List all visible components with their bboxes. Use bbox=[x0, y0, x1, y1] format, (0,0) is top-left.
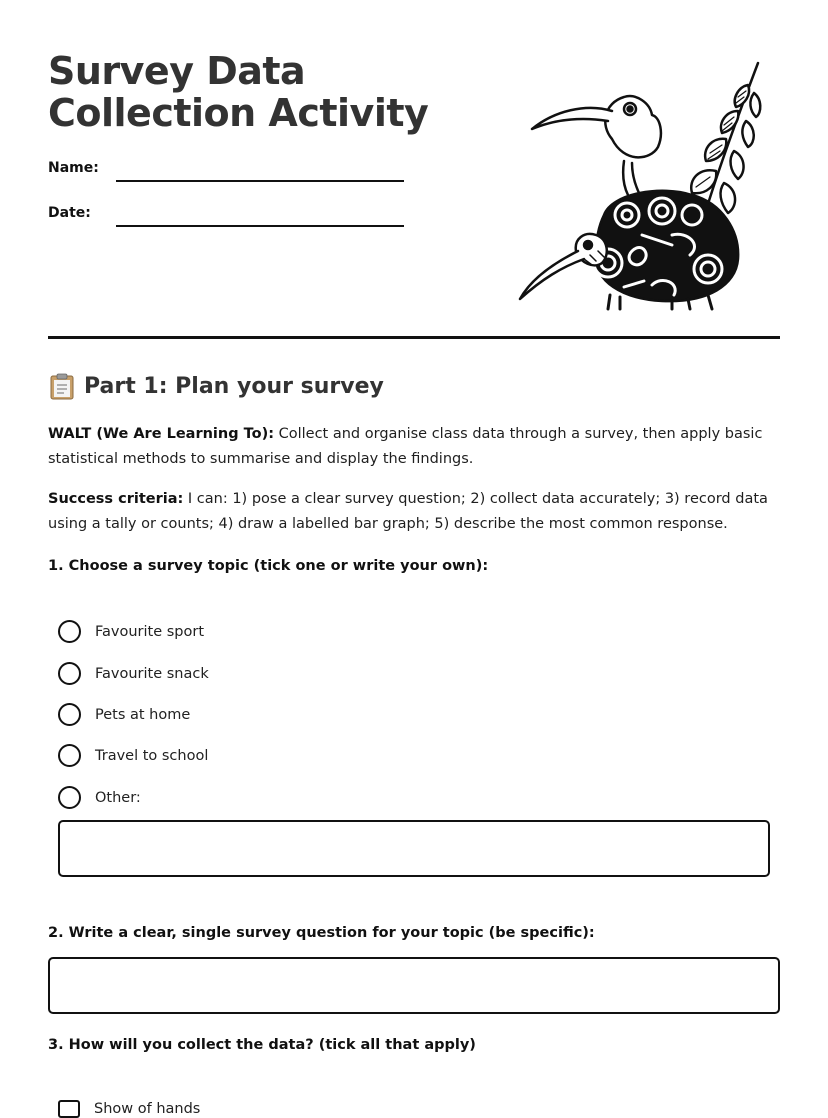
radio-button[interactable] bbox=[58, 662, 81, 685]
success-criteria-text: I can: 1) pose a clear survey question; 2) collect data accurately; 3) record data using a tally or counts; 4) draw a labelled bar graph; 5) describe the most common response. bbox=[48, 491, 768, 532]
walt-text: Collect and organise class data through a survey, then apply basic statistical methods to summarise and display the findings. bbox=[48, 426, 763, 467]
topic-option-travel-to-school[interactable] bbox=[58, 744, 208, 767]
topic-option-other[interactable] bbox=[58, 786, 141, 809]
walt-paragraph bbox=[48, 422, 788, 471]
walt-label: WALT (We Are Learning To): bbox=[48, 426, 274, 442]
name-field[interactable] bbox=[116, 180, 404, 182]
kiwi-birds-illustration bbox=[512, 55, 768, 311]
clipboard-icon bbox=[48, 372, 76, 400]
section-divider bbox=[48, 336, 780, 339]
part1-heading bbox=[48, 372, 384, 400]
page-title: Survey Data Collection Activity bbox=[48, 49, 429, 135]
success-criteria-paragraph bbox=[48, 487, 788, 536]
part1-heading-text: Part 1: Plan your survey bbox=[84, 373, 384, 399]
radio-button[interactable] bbox=[58, 786, 81, 809]
topic-option-favourite-sport[interactable] bbox=[58, 620, 204, 643]
option-label: Favourite snack bbox=[95, 665, 209, 682]
option-label: Show of hands bbox=[94, 1101, 201, 1117]
other-topic-input[interactable] bbox=[58, 820, 770, 877]
collection-option-show-of-hands[interactable] bbox=[58, 1100, 200, 1118]
survey-question-input[interactable] bbox=[48, 957, 780, 1014]
question-2-label: 2. Write a clear, single survey question for your topic (be specific): bbox=[48, 925, 595, 941]
topic-option-pets-at-home[interactable] bbox=[58, 703, 190, 726]
topic-option-favourite-snack[interactable] bbox=[58, 662, 209, 685]
date-label: Date: bbox=[48, 205, 91, 221]
radio-button[interactable] bbox=[58, 703, 81, 726]
name-label: Name: bbox=[48, 160, 99, 176]
option-label: Favourite sport bbox=[95, 623, 205, 640]
question-3-label: 3. How will you collect the data? (tick all that apply) bbox=[48, 1037, 476, 1053]
success-criteria-label: Success criteria: bbox=[48, 491, 184, 507]
radio-button[interactable] bbox=[58, 620, 81, 643]
radio-button[interactable] bbox=[58, 744, 81, 767]
option-label: Pets at home bbox=[95, 706, 191, 723]
date-field[interactable] bbox=[116, 225, 404, 227]
checkbox[interactable] bbox=[58, 1100, 80, 1118]
option-label: Other: bbox=[95, 789, 141, 806]
question-1-label: 1. Choose a survey topic (tick one or write your own): bbox=[48, 558, 489, 574]
option-label: Travel to school bbox=[95, 747, 209, 764]
